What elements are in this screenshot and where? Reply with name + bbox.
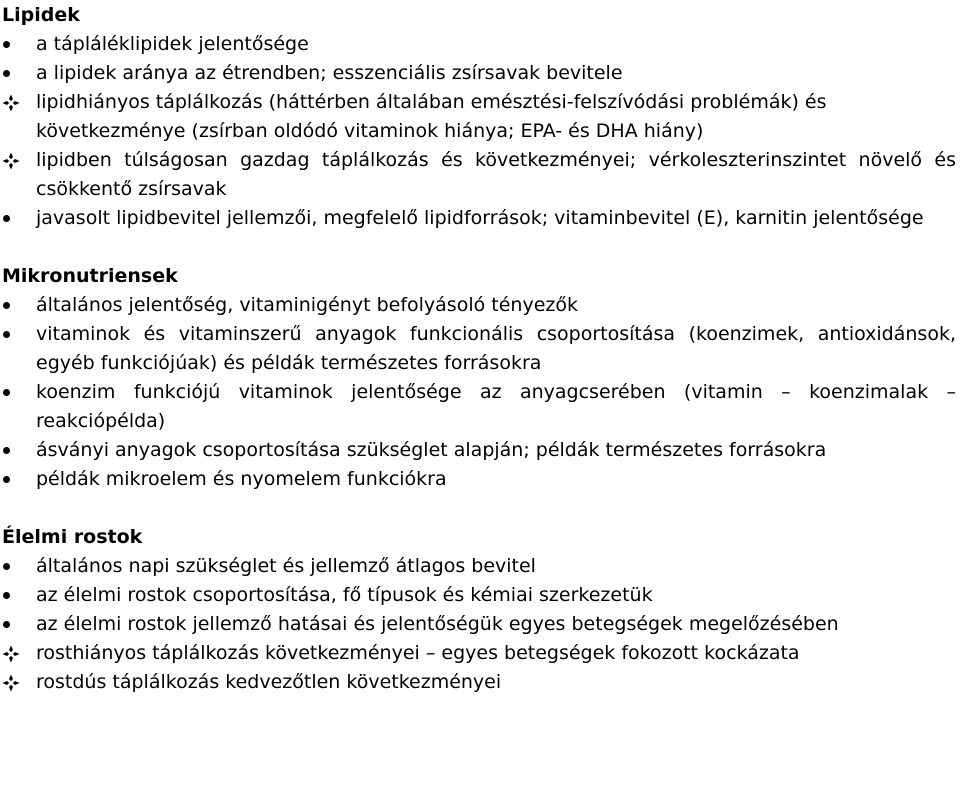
list-item bbox=[2, 436, 956, 465]
list-item-text: általános napi szükséglet és jellemző átlagos bevitel bbox=[36, 555, 536, 577]
bullet-icon bbox=[2, 378, 30, 407]
bullet-icon bbox=[2, 465, 30, 494]
section-title: Lipidek bbox=[2, 4, 80, 26]
item-list bbox=[2, 552, 956, 697]
bullet-icon bbox=[2, 320, 30, 349]
list-item bbox=[2, 552, 956, 581]
list-item-text: ásványi anyagok csoportosítása szükséglet alapján; példák természetes forrásokra bbox=[36, 439, 827, 461]
section-title: Mikronutriensek bbox=[2, 265, 178, 287]
list-item-text: az élelmi rostok csoportosítása, fő típusok és kémiai szerkezetük bbox=[36, 584, 653, 606]
list-item bbox=[2, 146, 956, 204]
list-item-text: az élelmi rostok jellemző hatásai és jelentőségük egyes betegségek megelőzésében bbox=[36, 613, 839, 635]
list-item-text: a lipidek aránya az étrendben; esszenciális zsírsavak bevitele bbox=[36, 62, 623, 84]
bullet-icon bbox=[2, 436, 30, 465]
diamond-bullet-icon bbox=[2, 639, 30, 668]
bullet-icon bbox=[2, 59, 30, 88]
bullet-icon bbox=[2, 581, 30, 610]
item-list bbox=[2, 30, 956, 233]
bullet-icon bbox=[2, 204, 30, 233]
list-item bbox=[2, 30, 956, 59]
diamond-bullet-icon bbox=[2, 668, 30, 697]
list-item-text: lipidben túlságosan gazdag táplálkozás és következményei; vérkoleszterinszintet növelő és csökkentő zsírsavak bbox=[36, 149, 956, 200]
list-item bbox=[2, 668, 956, 697]
list-item bbox=[2, 639, 956, 668]
list-item-text: lipidhiányos táplálkozás (háttérben általában emésztési-felszívódási problémák) és következménye (zsírban oldódó vitaminok hiánya; EPA- és DHA hiány) bbox=[36, 91, 827, 142]
list-item-text: általános jelentőség, vitaminigényt befolyásoló tényezők bbox=[36, 294, 578, 316]
list-item-text: koenzim funkciójú vitaminok jelentősége az anyagcserében (vitamin – koenzimalak – reakciópélda) bbox=[36, 381, 956, 432]
list-item bbox=[2, 581, 956, 610]
section-lipidek bbox=[2, 0, 956, 233]
list-item-text: javasolt lipidbevitel jellemzői, megfelelő lipidforrások; vitaminbevitel (E), karnitin jelentősége bbox=[36, 207, 924, 229]
list-item bbox=[2, 610, 956, 639]
list-item bbox=[2, 378, 956, 436]
list-item-text: példák mikroelem és nyomelem funkciókra bbox=[36, 468, 447, 490]
section-title: Élelmi rostok bbox=[2, 526, 143, 548]
diamond-bullet-icon bbox=[2, 146, 30, 175]
list-item bbox=[2, 204, 956, 233]
diamond-bullet-icon bbox=[2, 88, 30, 117]
section-elelmi-rostok bbox=[2, 522, 956, 697]
bullet-icon bbox=[2, 552, 30, 581]
list-item bbox=[2, 465, 956, 494]
list-item bbox=[2, 59, 956, 88]
list-item bbox=[2, 291, 956, 320]
list-item-text: rostdús táplálkozás kedvezőtlen következményei bbox=[36, 671, 502, 693]
section-mikronutriensek bbox=[2, 261, 956, 494]
bullet-icon bbox=[2, 610, 30, 639]
list-item-text: rosthiányos táplálkozás következményei – egyes betegségek fokozott kockázata bbox=[36, 642, 800, 664]
bullet-icon bbox=[2, 30, 30, 59]
list-item bbox=[2, 320, 956, 378]
item-list bbox=[2, 291, 956, 494]
list-item-text: a tápláléklipidek jelentősége bbox=[36, 33, 309, 55]
list-item bbox=[2, 88, 956, 146]
list-item-text: vitaminok és vitaminszerű anyagok funkcionális csoportosítása (koenzimek, antioxidánsok, egyéb funkciójúak) és példák természetes forrásokra bbox=[36, 323, 956, 374]
bullet-icon bbox=[2, 291, 30, 320]
